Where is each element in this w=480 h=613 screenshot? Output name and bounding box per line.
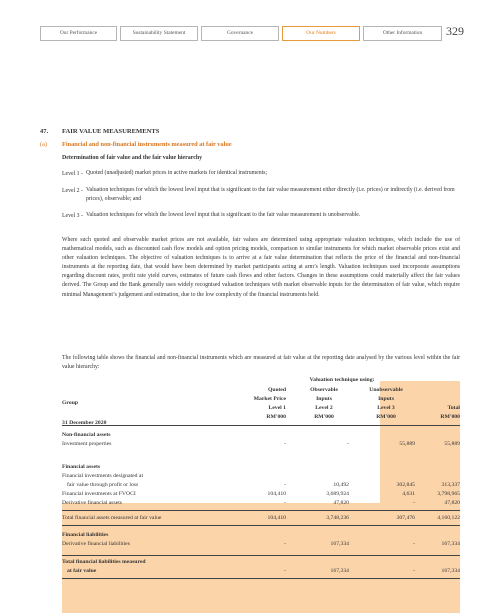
deriv-assets-l2: 47,820 <box>333 500 349 506</box>
total-fin-assets-total: 4,160,122 <box>437 515 460 521</box>
level-1-label: Level 1 - <box>62 171 83 177</box>
total-fin-assets-l1: 104,410 <box>267 515 286 521</box>
total-fin-assets-label: Total financial assets measured at fair value <box>62 515 162 521</box>
invprop-total: 55,889 <box>444 441 460 447</box>
hierarchy-heading: Determination of fair value and the fair value hierarchy <box>62 155 203 161</box>
fvtpl-label-2: fair value through profit or loss <box>67 482 139 488</box>
col2-level: Level 2 <box>315 405 333 411</box>
top-navigation <box>40 23 440 43</box>
col1-level: Level 1 <box>268 405 286 411</box>
fvtpl-total: 313,337 <box>441 482 460 488</box>
deriv-liab-label: Derivative financial liabilities <box>62 541 130 547</box>
fvtpl-label-1: Financial investments designated at <box>62 473 144 479</box>
fvtpl-l3: 302,845 <box>396 482 415 488</box>
total-fin-liab-total: 167,334 <box>441 568 460 574</box>
total-fin-liab-l2: 167,334 <box>330 568 349 574</box>
deriv-liab-total: 167,334 <box>441 541 460 547</box>
page-number: 329 <box>446 24 464 38</box>
tab-governance[interactable]: Governance <box>201 26 279 41</box>
col2-line2: Inputs <box>316 396 332 402</box>
col3-line1: Unobservable <box>369 387 403 393</box>
liab-subtotal-rule <box>62 555 460 556</box>
col2-line1: Observable <box>310 387 338 393</box>
valuation-header: Valuation technique using: <box>309 377 375 383</box>
fvoci-total: 3,798,965 <box>437 491 460 497</box>
col3-line2: Inputs <box>378 396 394 402</box>
fvtpl-l1: - <box>284 482 286 488</box>
total-fin-liab-l1: - <box>284 568 286 574</box>
col1-unit: RM'000 <box>266 414 286 420</box>
invprop-l2: - <box>347 441 349 447</box>
col4-level: Total <box>447 405 460 411</box>
fvoci-label: Financial investments at FVOCI <box>62 491 136 497</box>
invprop-l3: 55,889 <box>399 441 415 447</box>
assets-subtotal-rule <box>62 510 460 511</box>
fvoci-l2: 3,689,924 <box>326 491 349 497</box>
subsection-letter: (a) <box>40 141 47 148</box>
subsection-title: Financial and non-financial instruments measured at fair value <box>62 141 232 148</box>
nonfin-heading: Non-financial assets <box>62 432 111 438</box>
deriv-assets-l1: - <box>284 500 286 506</box>
tab-sustainability-statement[interactable]: Sustainability Statement <box>120 26 198 41</box>
deriv-liab-l2: 167,334 <box>330 541 349 547</box>
assets-total-rule <box>62 525 460 526</box>
col2-unit: RM'000 <box>314 414 334 420</box>
level-2-text: Valuation techniques for which the lowest level input that is significant to the fair value measurement either directly (i.e. prices) or indirectly (i.e. derived from prices), observable; and <box>86 187 455 203</box>
level-3-text: Valuation techniques for which the lowest level input that is significant to the fair value measurement is unobservable. <box>86 212 361 218</box>
section-number: 47. <box>40 128 49 135</box>
col1-line2: Market Price <box>253 396 286 402</box>
col3-level: Level 3 <box>377 405 395 411</box>
total-fin-assets-l3: 307,476 <box>396 515 415 521</box>
date-label: 31 December 2020 <box>62 420 107 426</box>
section-title: FAIR VALUE MEASUREMENTS <box>62 128 160 135</box>
tab-our-numbers[interactable]: Our Numbers <box>282 26 360 41</box>
total-fin-liab-label-2: at fair value <box>67 568 97 574</box>
level-3-label: Level 3 - <box>62 213 83 219</box>
table-intro-paragraph: The following table shows the financial and non-financial instruments which are measured at fair value at the reporting date analysed by the various level within the fair value hierarchy: <box>62 355 460 371</box>
invprop-label: Investment properties <box>62 441 112 447</box>
deriv-assets-label: Derivative financial assets <box>62 500 123 506</box>
liab-total-rule <box>62 578 460 579</box>
fvoci-l1: 104,410 <box>267 491 286 497</box>
total-fin-liab-label-1: Total financial liabilities measured <box>62 559 146 565</box>
deriv-assets-l3: - <box>413 500 415 506</box>
col4-unit: RM'000 <box>440 414 460 420</box>
tab-other-information[interactable]: Other Information <box>363 26 442 41</box>
deriv-assets-total: 47,820 <box>444 500 460 506</box>
group-label: Group <box>62 400 79 406</box>
header-rule <box>62 425 460 426</box>
invprop-l1: - <box>284 441 286 447</box>
deriv-liab-l1: - <box>284 541 286 547</box>
valuation-paragraph: Where such quoted and observable market prices are not available, fair values are determined using appropriate valuation techniques, which include the use of mathematical models, such as discounted cash flow models and option pricing models, comparison to similar instruments for which market observable prices exist and other valuation techniques. The objective of valuation techniques is to arrive at a fair value determination that reflects the price of the financial and non-financial instruments at the reporting date, that would have been determined by market participants acting at arm’s length. Valuation techniques used incorporate assumptions regarding discount rates, profit rate yield curves, estimates of future cash flows and other factors. Changes in these assumptions could materially affect the fair values derived. The Group and the Bank generally uses widely recognised valuation techniques with market observable inputs for the determination of fair value, which require minimal Management’s judgement and estimation, due to the low complexity of the financial instruments held. <box>62 237 460 298</box>
level-1-text: Quoted (unadjusted) market prices in active markets for identical instruments; <box>86 170 268 176</box>
total-fin-assets-l2: 3,748,236 <box>326 515 349 521</box>
col1-line1: Quoted <box>267 387 286 393</box>
fin-assets-heading: Financial assets <box>62 464 101 470</box>
tab-our-performance[interactable]: Our Performance <box>40 26 117 41</box>
fin-liab-heading: Financial liabilities <box>62 532 109 538</box>
fvoci-l3: 4,631 <box>402 491 415 497</box>
deriv-liab-l3: - <box>413 541 415 547</box>
total-fin-liab-l3: - <box>413 568 415 574</box>
level-2-label: Level 2 - <box>62 188 83 194</box>
fvtpl-l2: 10,492 <box>333 482 349 488</box>
col3-unit: RM'000 <box>376 414 396 420</box>
